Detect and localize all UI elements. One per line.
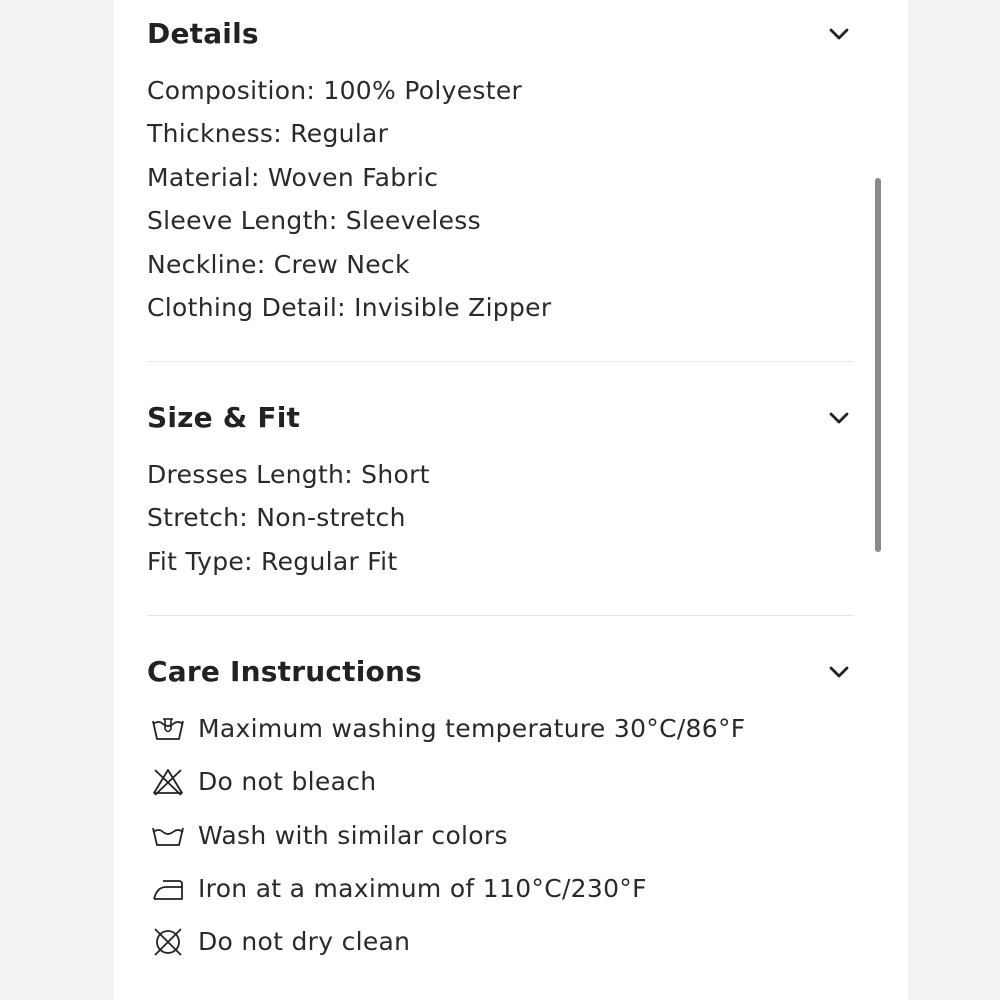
care-text: Do not dry clean [198, 927, 411, 957]
care-item [147, 917, 854, 970]
wash-tub-icon [151, 822, 185, 850]
chevron-down-icon[interactable] [828, 661, 850, 683]
care-item [147, 757, 854, 810]
detail-line: Sleeve Length: Sleeveless [147, 206, 481, 236]
size-fit-section [147, 401, 854, 583]
no-bleach-icon [151, 768, 185, 796]
scrollbar-thumb[interactable] [875, 178, 881, 552]
detail-line: Clothing Detail: Invisible Zipper [147, 293, 552, 323]
size-fit-header[interactable] [147, 401, 854, 441]
no-dry-clean-icon [151, 928, 185, 956]
care-text: Maximum washing temperature 30°C/86°F [198, 714, 746, 743]
care-list [147, 704, 854, 970]
wash-30-icon [151, 715, 185, 743]
care-item [147, 864, 854, 917]
details-section [147, 17, 854, 329]
chevron-down-icon[interactable] [828, 23, 850, 45]
size-fit-line: Stretch: Non-stretch [147, 503, 406, 533]
care-text: Iron at a maximum of 110°C/230°F [198, 873, 647, 903]
care-header[interactable] [147, 655, 854, 695]
details-title: Details [147, 17, 259, 50]
product-info-panel [113, 0, 908, 1000]
size-fit-line: Fit Type: Regular Fit [147, 546, 398, 576]
size-fit-line: Dresses Length: Short [147, 460, 430, 489]
details-list [147, 69, 854, 329]
care-item [147, 811, 854, 864]
detail-line: Thickness: Regular [147, 119, 389, 149]
care-text: Wash with similar colors [198, 820, 508, 850]
detail-line: Composition: 100% Polyester [147, 76, 523, 105]
care-text: Do not bleach [198, 767, 377, 797]
details-header[interactable] [147, 17, 854, 57]
care-section [147, 655, 854, 970]
size-fit-title: Size & Fit [147, 401, 301, 434]
chevron-down-icon[interactable] [828, 407, 850, 429]
care-title: Care Instructions [147, 655, 422, 688]
size-fit-list [147, 453, 854, 583]
section-divider [147, 615, 854, 616]
care-item [147, 704, 854, 757]
iron-icon [151, 875, 185, 903]
detail-line: Neckline: Crew Neck [147, 249, 410, 279]
section-divider [147, 361, 854, 362]
detail-line: Material: Woven Fabric [147, 162, 439, 192]
